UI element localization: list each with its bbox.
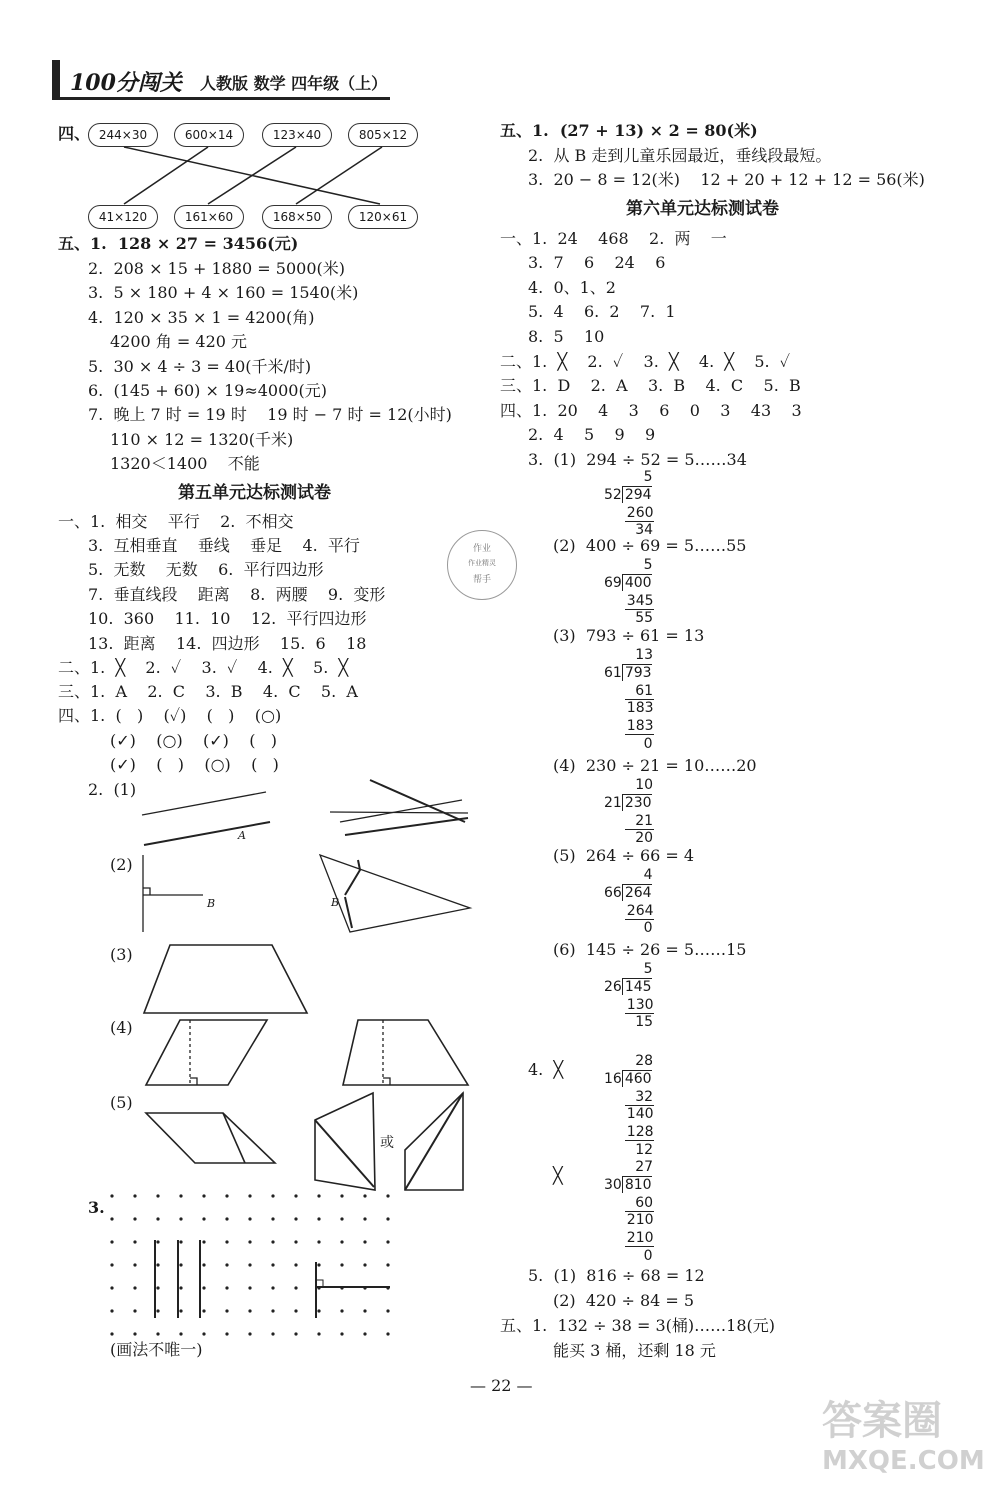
dividend: 230 (622, 794, 652, 811)
division-label: (4) 230 ÷ 21 = 10……20 (553, 756, 757, 775)
cloud-bottom-1: 41×120 (88, 205, 158, 229)
division-row: 5 (643, 469, 653, 485)
division-row: 34 (635, 522, 654, 539)
grid-dot (110, 1240, 113, 1243)
grid-dot (248, 1332, 251, 1335)
dividend: 460 (622, 1070, 652, 1087)
cloud-bottom-3: 168×50 (262, 205, 332, 229)
grid-dot (225, 1286, 228, 1289)
q5-5-line: 5. (1) 816 ÷ 68 = 12 (528, 1266, 705, 1285)
q2-label-3: (3) (110, 945, 133, 964)
division-row: 21 (635, 812, 654, 829)
division-row: 183 (626, 718, 654, 735)
grid-dot (271, 1309, 274, 1312)
grid-dot (294, 1263, 297, 1266)
division-row: 27 (635, 1159, 654, 1175)
grid-dot (248, 1263, 251, 1266)
grid-dot (386, 1263, 389, 1266)
grid-dot (271, 1217, 274, 1220)
cloud-top-2: 600×14 (174, 123, 244, 147)
grid-dot (225, 1217, 228, 1220)
u6-line: 3. 7 6 24 6 (528, 253, 666, 272)
grid-dot (317, 1240, 320, 1243)
division-row: 140 (626, 1106, 654, 1123)
grid-dot (248, 1217, 251, 1220)
grid-dot (248, 1309, 251, 1312)
grid-dot (133, 1194, 136, 1197)
grid-dot (179, 1194, 182, 1197)
unit5-title: 第五单元达标测试卷 (178, 483, 331, 503)
grid-dot (133, 1240, 136, 1243)
grid-dot (271, 1194, 274, 1197)
u5-line: (✓) (○) (✓) ( ) (110, 731, 277, 750)
grid-dot (156, 1332, 159, 1335)
division-bracket-row (604, 978, 652, 996)
grid-dot (294, 1217, 297, 1220)
grid-dot (317, 1309, 320, 1312)
grid-dot (202, 1286, 205, 1289)
left-q5-line: 5. 30 × 4 ÷ 3 = 40(千米/时) (88, 357, 312, 376)
q2-label-5: (5) (110, 1093, 133, 1112)
division-label: 4. ╳ (528, 1060, 564, 1079)
division-label: (2) 400 ÷ 69 = 5……55 (553, 536, 747, 555)
u6-line: 三、1. D 2. A 3. B 4. C 5. B (500, 376, 801, 395)
right-q5-line: 2. 从 B 走到儿童乐园最近，垂线段最短。 (528, 146, 832, 165)
division-row: 4 (643, 867, 653, 883)
cloud-bottom-4: 120×61 (348, 205, 418, 229)
division-row: 0 (643, 1248, 653, 1264)
left-q5-line: 4200 角 = 420 元 (110, 332, 248, 351)
division-row: 61 (635, 682, 654, 699)
grid-dot (271, 1240, 274, 1243)
left-q5-line: 五、1. 128 × 27 = 3456(元) (58, 234, 299, 253)
division-row: 10 (635, 777, 654, 793)
division-bracket-row (604, 1176, 652, 1194)
divisor: 21 (604, 794, 622, 811)
watermark-2: MXQE.COM (822, 1446, 985, 1476)
grid-dot (386, 1332, 389, 1335)
grid-dot (179, 1240, 182, 1243)
dividend: 400 (622, 574, 652, 591)
grid-dot (271, 1286, 274, 1289)
division-row: 260 (626, 504, 654, 521)
grid-dot (110, 1286, 113, 1289)
division-row: 20 (635, 830, 654, 847)
q2-label-1: 2. (1) (88, 780, 137, 799)
grid-dot (294, 1332, 297, 1335)
grid-dot (202, 1194, 205, 1197)
grid-dot (179, 1263, 182, 1266)
division-row: 5 (643, 557, 653, 573)
division-row: 15 (635, 1014, 654, 1031)
grid-dot (340, 1217, 343, 1220)
divisor: 52 (604, 486, 622, 503)
u5-line: 三、1. A 2. C 3. B 4. C 5. A (58, 682, 358, 701)
division-bracket-row (604, 664, 652, 682)
grid-dot (225, 1332, 228, 1335)
division-label: ╳ (553, 1166, 563, 1185)
grid-dot (156, 1309, 159, 1312)
division-row: 12 (635, 1142, 654, 1158)
dividend: 793 (622, 664, 652, 681)
division-bracket-row (604, 1070, 652, 1088)
grid-dot (363, 1263, 366, 1266)
final-line: 能买 3 桶，还剩 18 元 (553, 1341, 716, 1360)
left-q5-line: 6. (145 + 60) × 19≈4000(元) (88, 381, 327, 400)
divisor: 66 (604, 884, 622, 901)
left-q5-line: 3. 5 × 180 + 4 × 160 = 1540(米) (88, 283, 359, 302)
u5-line: (✓) ( ) (○) ( ) (110, 755, 279, 774)
or-label: 或 (380, 1135, 394, 1151)
u5-line: 5. 无数 无数 6. 平行四边形 (88, 560, 324, 579)
division-label: (3) 793 ÷ 61 = 13 (553, 626, 705, 645)
grid-dot (179, 1286, 182, 1289)
u6-line: 四、1. 20 4 3 6 0 3 43 3 (500, 401, 802, 420)
grid-dot (294, 1240, 297, 1243)
division-label: (6) 145 ÷ 26 = 5……15 (553, 940, 747, 959)
division-row: 345 (626, 592, 654, 609)
grid-dot (133, 1217, 136, 1220)
logo: 100分闯关 (70, 70, 182, 96)
grid-dot (225, 1309, 228, 1312)
cloud-bottom-2: 161×60 (174, 205, 244, 229)
grid-dot (225, 1263, 228, 1266)
grid-dot (317, 1194, 320, 1197)
grid-dot (248, 1194, 251, 1197)
header-title: 人教版 数学 四年级（上） (200, 74, 388, 93)
division-row: 0 (643, 736, 653, 752)
dividend: 264 (622, 884, 652, 901)
watermark-1: 答案圈 (822, 1398, 942, 1444)
u6-line: 3. (1) 294 ÷ 52 = 5……34 (528, 450, 747, 469)
grid-dot (294, 1286, 297, 1289)
grid-dot (202, 1217, 205, 1220)
grid-dot (340, 1309, 343, 1312)
grid-dot (317, 1217, 320, 1220)
grid-dot (340, 1194, 343, 1197)
grid-dot (225, 1240, 228, 1243)
left-q5-line: 7. 晚上 7 时 = 19 时 19 时 − 7 时 = 12(小时) (88, 405, 452, 424)
u6-line: 4. 0、1、2 (528, 278, 616, 297)
grid-dot (340, 1240, 343, 1243)
divisor: 26 (604, 978, 622, 995)
grid-dot (133, 1286, 136, 1289)
q4-label: 四、 (58, 124, 91, 143)
dividend: 294 (622, 486, 652, 503)
grid-dot (363, 1194, 366, 1197)
q2-label-2: (2) (110, 855, 133, 874)
dividend: 810 (622, 1176, 652, 1193)
unit6-title: 第六单元达标测试卷 (626, 199, 779, 219)
dividend: 145 (622, 978, 652, 995)
u6-line: 8. 5 10 (528, 327, 605, 346)
left-q5-line: 2. 208 × 15 + 1880 = 5000(米) (88, 259, 345, 278)
grid-dot (340, 1263, 343, 1266)
grid-dot (133, 1309, 136, 1312)
grid-dot (179, 1332, 182, 1335)
u5-line: 13. 距离 14. 四边形 15. 6 18 (88, 634, 367, 653)
note: (画法不唯一) (110, 1340, 203, 1359)
grid-dot (294, 1194, 297, 1197)
division-row: 130 (626, 996, 654, 1013)
grid-dot (110, 1263, 113, 1266)
grid-dot (386, 1309, 389, 1312)
stamp (447, 530, 517, 600)
u6-line: 5. 4 6. 2 7. 1 (528, 302, 676, 321)
grid-dot (179, 1217, 182, 1220)
grid-dot (386, 1194, 389, 1197)
grid-dot (110, 1332, 113, 1335)
division-row: 183 (626, 700, 654, 717)
grid-dot (271, 1263, 274, 1266)
q5-5-line: (2) 420 ÷ 84 = 5 (553, 1291, 695, 1310)
cloud-top-3: 123×40 (262, 123, 332, 147)
division-row: 55 (635, 610, 654, 627)
division-row: 28 (635, 1053, 654, 1069)
u5-line: 10. 360 11. 10 12. 平行四边形 (88, 609, 367, 628)
grid-dot (363, 1286, 366, 1289)
u5-line: 四、1. ( ) (✓) ( ) (○) (58, 706, 282, 725)
right-q5-line: 五、1. (27 + 13) × 2 = 80(米) (500, 121, 758, 140)
grid-dot (363, 1332, 366, 1335)
division-row: 0 (643, 920, 653, 937)
page-number-value: 22 (491, 1376, 512, 1395)
u6-line: 一、1. 24 468 2. 两 一 (500, 229, 727, 248)
grid-dot (340, 1286, 343, 1289)
grid-dot (156, 1194, 159, 1197)
division-row: 32 (635, 1088, 654, 1105)
u6-line: 二、1. ╳ 2. ✓ 3. ╳ 4. ╳ 5. ✓ (500, 352, 791, 371)
grid-dot (110, 1194, 113, 1197)
grid-dot (225, 1194, 228, 1197)
left-q5-line: 110 × 12 = 1320(千米) (110, 430, 294, 449)
grid-dot (317, 1263, 320, 1266)
grid-dot (156, 1240, 159, 1243)
grid-dot (386, 1286, 389, 1289)
q2-label-4: (4) (110, 1018, 133, 1037)
u5-line: 一、1. 相交 平行 2. 不相交 (58, 512, 294, 531)
grid-dot (133, 1332, 136, 1335)
right-q5-line: 3. 20 − 8 = 12(米) 12 + 20 + 12 + 12 = 56(米) (528, 170, 925, 189)
u5-line: 二、1. ╳ 2. ✓ 3. ✓ 4. ╳ 5. ╳ (58, 658, 349, 677)
grid-dot (271, 1332, 274, 1335)
grid-dot (179, 1309, 182, 1312)
cloud-top-1: 244×30 (88, 123, 158, 147)
divisor: 16 (604, 1070, 622, 1087)
u5-line: 3. 互相垂直 垂线 垂足 4. 平行 (88, 536, 360, 555)
grid-dot (202, 1309, 205, 1312)
stamp-line: 作业精灵 (468, 559, 496, 567)
division-row: 5 (643, 961, 653, 977)
grid-dot (317, 1286, 320, 1289)
grid-dot (110, 1309, 113, 1312)
grid-dot (363, 1240, 366, 1243)
division-row: 60 (635, 1194, 654, 1211)
division-row: 128 (626, 1124, 654, 1141)
grid-dot (248, 1286, 251, 1289)
division-bracket-row (604, 794, 652, 812)
stamp-line: 作业 (472, 544, 491, 554)
grid-dot (363, 1217, 366, 1220)
division-bracket-row (604, 884, 652, 902)
grid-dot (156, 1217, 159, 1220)
divisor: 69 (604, 574, 622, 591)
grid-dot (386, 1240, 389, 1243)
division-row: 210 (626, 1230, 654, 1247)
division-row: 264 (626, 902, 654, 919)
division-row: 210 (626, 1212, 654, 1229)
grid-dot (248, 1240, 251, 1243)
grid-dot (110, 1217, 113, 1220)
grid-dot (317, 1332, 320, 1335)
divisor: 61 (604, 664, 622, 681)
grid-dot (363, 1309, 366, 1312)
left-q5-line: 1320＜1400 不能 (110, 454, 260, 473)
grid-dot (202, 1332, 205, 1335)
divisor: 30 (604, 1176, 622, 1193)
grid-dot (294, 1309, 297, 1312)
division-bracket-row (604, 486, 652, 504)
grid-dot (156, 1286, 159, 1289)
point-b-label-2: B (331, 896, 340, 909)
final-line: 五、1. 132 ÷ 38 = 3(桶)……18(元) (500, 1316, 776, 1335)
u5-line: 7. 垂直线段 距离 8. 两腰 9. 变形 (88, 585, 386, 604)
page-number: — 22 — (470, 1376, 533, 1395)
division-row: 13 (635, 647, 654, 663)
division-label: (5) 264 ÷ 66 = 4 (553, 846, 695, 865)
point-a-label: A (238, 829, 246, 842)
grid-dot (386, 1217, 389, 1220)
q3-label: 3. (88, 1198, 105, 1217)
grid-dot (202, 1240, 205, 1243)
grid-dot (156, 1263, 159, 1266)
division-bracket-row (604, 574, 652, 592)
cloud-top-4: 805×12 (348, 123, 418, 147)
grid-dot (340, 1332, 343, 1335)
grid-dot (133, 1263, 136, 1266)
u6-line: 2. 4 5 9 9 (528, 425, 656, 444)
point-b-label-1: B (207, 897, 216, 910)
left-q5-line: 4. 120 × 35 × 1 = 4200(角) (88, 308, 315, 327)
grid-dot (202, 1263, 205, 1266)
stamp-line: 帮手 (472, 575, 491, 585)
